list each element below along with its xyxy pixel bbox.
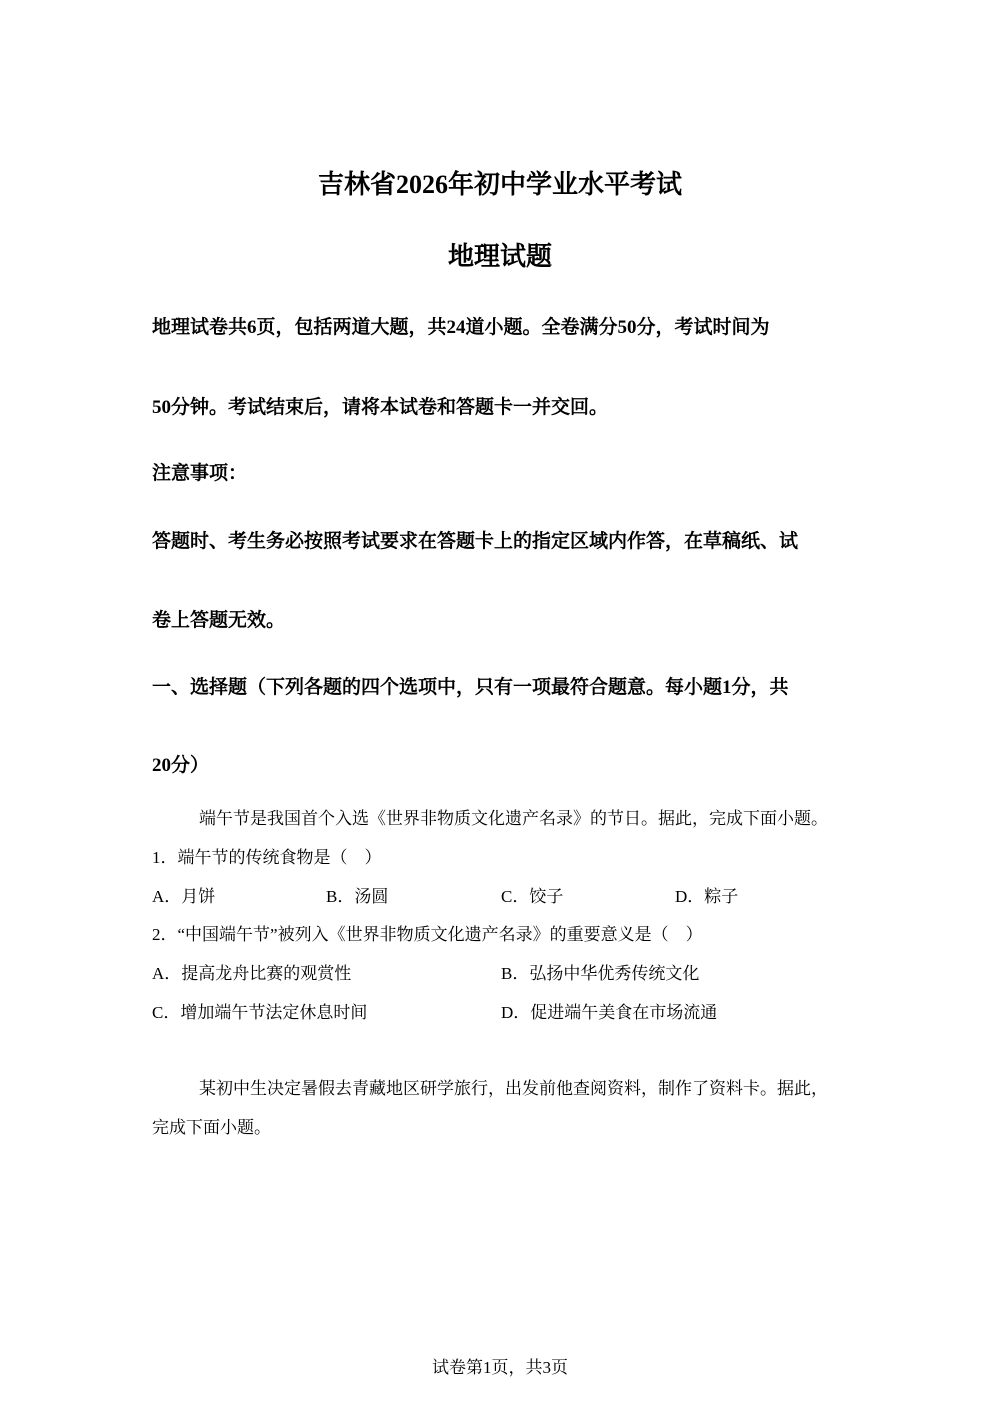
page-footer: 试卷第1页，共3页 <box>432 1358 568 1377</box>
question-1-option-c: C．饺子 <box>501 887 564 906</box>
question-2-option-d: D．促进端午美食在市场流通 <box>501 1003 718 1022</box>
instructions-line-1: 地理试卷共6页，包括两道大题，共24道小题。全卷满分50分，考试时间为 <box>152 317 770 338</box>
section-heading-line-2: 20分） <box>152 755 210 776</box>
notice-line-1: 答题时、考生务必按照考试要求在答题卡上的指定区域内作答，在草稿纸、试 <box>152 531 799 552</box>
question-2-option-a: A．提高龙舟比赛的观赏性 <box>152 964 352 983</box>
question-1-option-a: A．月饼 <box>152 887 216 906</box>
instructions-line-2: 50分钟。考试结束后，请将本试卷和答题卡一并交回。 <box>152 397 609 418</box>
question-1-stem: 1．端午节的传统食物是（ ） <box>152 848 382 867</box>
group1-intro: 端午节是我国首个入选《世界非物质文化遗产名录》的节日。据此，完成下面小题。 <box>199 809 828 828</box>
group2-intro-line-2: 完成下面小题。 <box>152 1118 271 1137</box>
exam-subtitle: 地理试题 <box>447 242 552 271</box>
question-2-stem: 2．“中国端午节”被列入《世界非物质文化遗产名录》的重要意义是（ ） <box>152 925 703 944</box>
section-heading-line-1: 一、选择题（下列各题的四个选项中，只有一项最符合题意。每小题1分，共 <box>152 677 789 698</box>
question-1-option-d: D．粽子 <box>675 887 739 906</box>
question-1-option-b: B．汤圆 <box>326 887 389 906</box>
group2-intro-line-1: 某初中生决定暑假去青藏地区研学旅行，出发前他查阅资料，制作了资料卡。据此， <box>199 1079 828 1098</box>
question-2-option-b: B．弘扬中华优秀传统文化 <box>501 964 700 983</box>
notice-line-2: 卷上答题无效。 <box>152 610 286 631</box>
exam-title: 吉林省2026年初中学业水平考试 <box>317 170 682 199</box>
question-2-option-c: C．增加端午节法定休息时间 <box>152 1003 368 1022</box>
notice-heading: 注意事项： <box>152 463 248 484</box>
